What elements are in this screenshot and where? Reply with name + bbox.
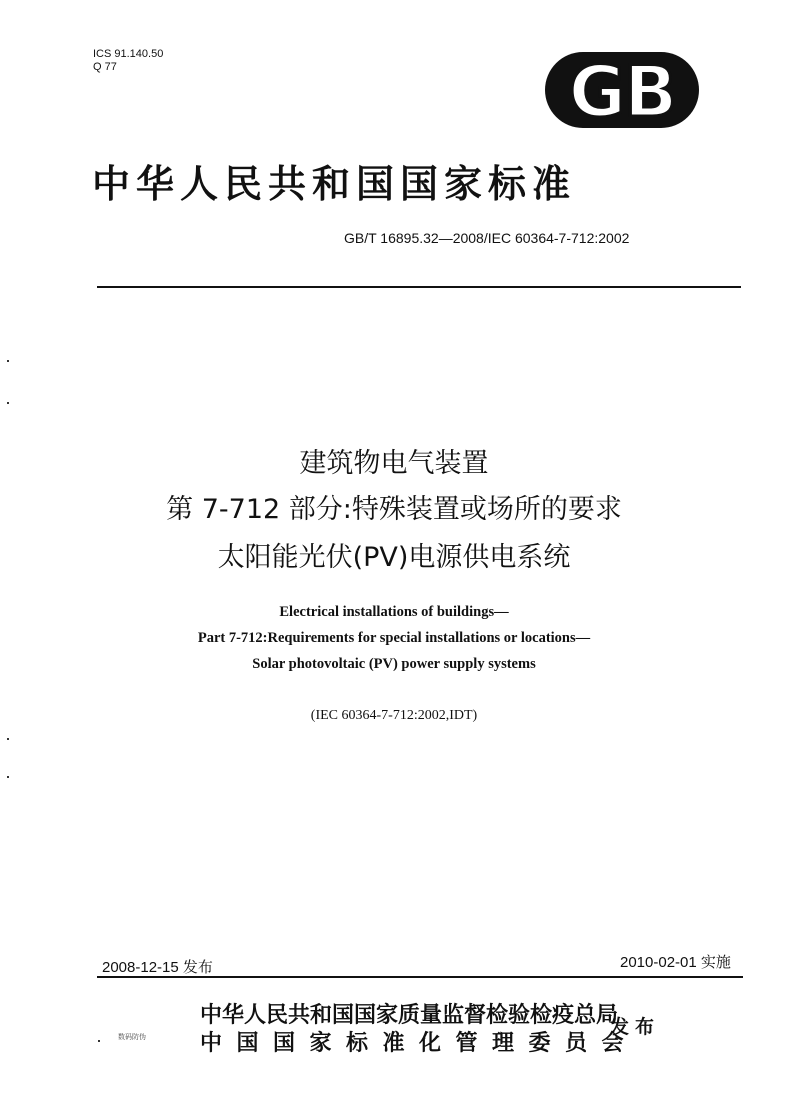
en-title-line3: Solar photovoltaic (PV) power supply systems bbox=[252, 656, 536, 672]
ics-code: ICS 91.140.50 bbox=[93, 48, 164, 60]
en-title-line1: Electrical installations of buildings— bbox=[279, 604, 509, 620]
publisher-aqsiq: 中华人民共和国国家质量监督检验检疫总局 bbox=[200, 1003, 619, 1028]
cn-title-line2: 第 7-712 部分:特殊装置或场所的要求 bbox=[166, 494, 622, 525]
cn-title-line1: 建筑物电气装置 bbox=[299, 448, 489, 479]
cn-title-line3: 太阳能光伏(PV)电源供电系统 bbox=[217, 542, 571, 573]
publish-label: 发布 bbox=[610, 1016, 661, 1038]
margin-mark bbox=[7, 360, 9, 362]
implementation-date: 2010-02-01 实施 bbox=[620, 954, 731, 971]
issue-date: 2008-12-15 发布 bbox=[102, 959, 213, 976]
publisher-sac: 中国国家标准化管理委员会 bbox=[200, 1031, 639, 1056]
margin-mark bbox=[7, 776, 9, 778]
header-divider bbox=[97, 286, 741, 288]
national-standard-title: 中华人民共和国国家标准 bbox=[92, 162, 577, 206]
standard-number: GB/T 16895.32—2008/IEC 60364-7-712:2002 bbox=[344, 230, 630, 246]
iec-reference: (IEC 60364-7-712:2002,IDT) bbox=[310, 708, 478, 723]
margin-mark bbox=[7, 402, 9, 404]
footer-divider bbox=[97, 976, 743, 978]
margin-mark bbox=[7, 738, 9, 740]
anti-counterfeit-stamp: 数码防伪 bbox=[118, 1033, 146, 1041]
ccs-code: Q 77 bbox=[93, 61, 117, 73]
margin-mark bbox=[98, 1040, 100, 1042]
gb-logo-text: GB bbox=[568, 51, 676, 130]
en-title-line2: Part 7-712:Requirements for special installations or locations— bbox=[197, 630, 591, 646]
gb-logo bbox=[543, 50, 701, 130]
ics-code-block bbox=[93, 48, 163, 74]
